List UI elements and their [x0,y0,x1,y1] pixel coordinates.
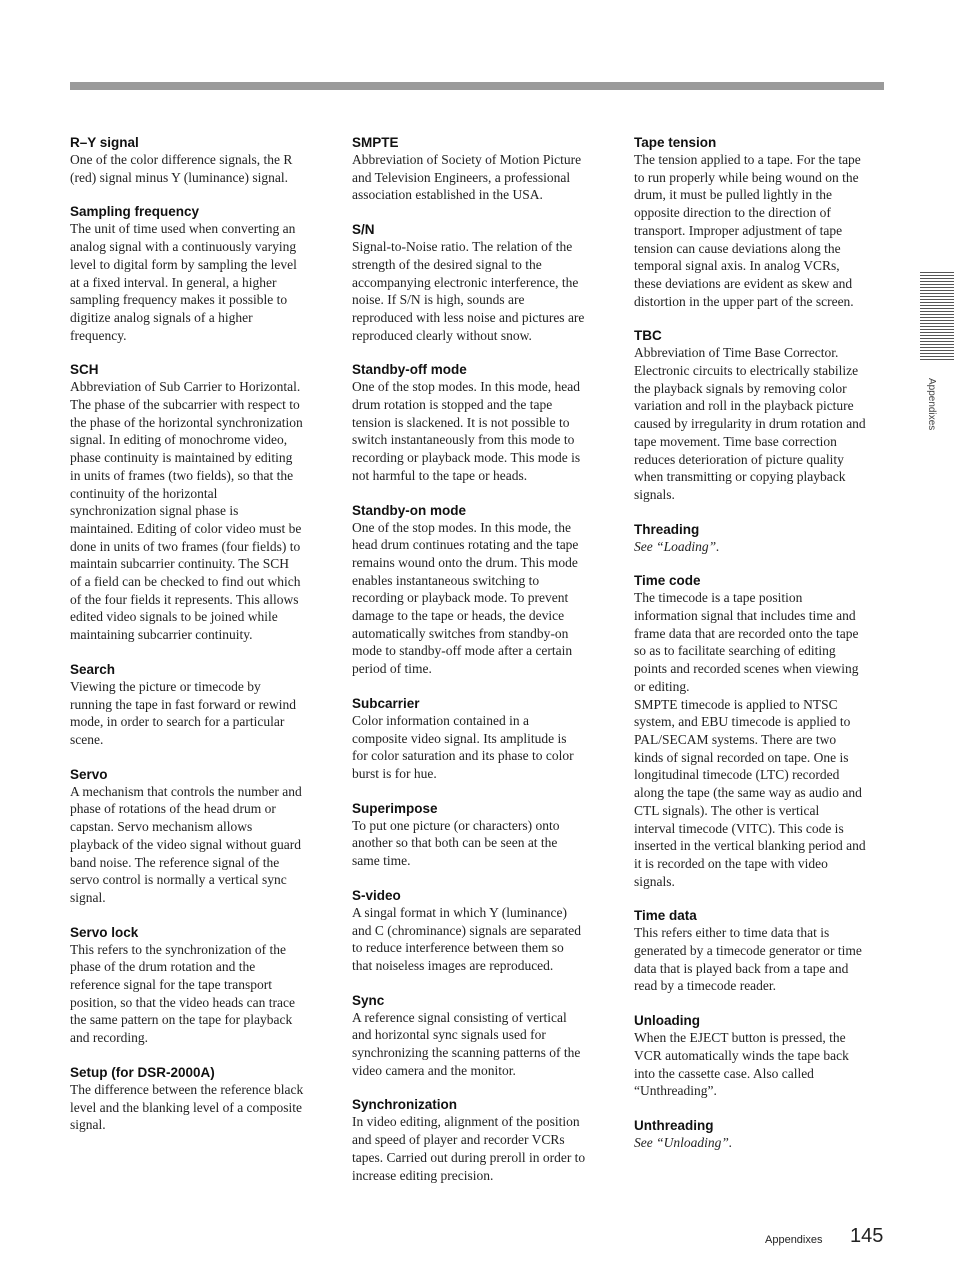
glossary-term: SMPTE [352,135,399,150]
glossary-term: SCH [70,362,99,378]
glossary-term: Setup (for DSR-2000A) [70,1064,215,1080]
glossary-entry [70,924,322,1047]
glossary-column-3 [634,134,886,1169]
glossary-entry [70,134,322,186]
glossary-term: Standby-on mode [352,502,466,518]
section-tab-label: Appendixes [926,378,937,431]
glossary-definition: One of the stop modes. In this mode, the head drum continues rotating and the tape remains wound onto the drum. This mode enables instantaneous switching to recording or playback mode. To prevent damage to the tape or heads, the device automatically switches from standby-on mode to standby-off mode after a certain period of time. [352,519,579,677]
glossary-entry [352,800,604,870]
glossary-definition: When the EJECT button is pressed, the VCR automatically winds the tape back into the cassette case. Also called “Unthreading”. [634,1030,849,1099]
glossary-definition: One of the color difference signals, the R (red) signal minus Y (luminance) signal. [70,152,293,185]
glossary-term: Sync [352,992,385,1008]
glossary-column-2 [352,134,604,1201]
glossary-definition: To put one picture (or characters) onto another so that both can be seen at the same time. [352,817,560,869]
footer-section-label: Appendixes [765,1234,823,1246]
glossary-entry [634,134,886,310]
glossary-entry [352,221,604,344]
glossary-definition: See “Unloading”. [634,1134,733,1150]
glossary-definition: A reference signal consisting of vertical and horizontal sync signals used for synchronizing the scanning patterns of the video camera and the monitor. [352,1009,581,1078]
glossary-entry [70,203,322,344]
glossary-entry [352,887,604,975]
glossary-entry [634,1012,886,1100]
glossary-definition: Color information contained in a composite video signal. Its amplitude is for color saturation and its phase to color burst is for hue. [352,712,574,781]
glossary-entry [634,907,886,995]
glossary-entry [634,1117,886,1152]
glossary-term: Tape tension [634,135,717,150]
section-tab-marker [920,272,954,362]
glossary-term: Servo lock [70,924,139,940]
glossary-definition: Signal-to-Noise ratio. The relation of the strength of the desired signal to the accompanying electronic interference, the noise. If S/N is high, sounds are reproduced with less noise and pictures are reproduced clearly without snow. [352,239,585,343]
glossary-entry [352,695,604,783]
glossary-entry [70,766,322,907]
glossary-term: R–Y signal [70,135,139,150]
glossary-definition: This refers to the synchronization of the phase of the drum rotation and the reference signal for the tape transport position, so that the video heads can trace the same pattern on the tape for playback and recording. [70,941,295,1046]
glossary-entry [634,521,886,556]
glossary-entry [634,572,886,890]
glossary-entry [352,502,604,678]
glossary-entry [352,992,604,1080]
glossary-definition: One of the stop modes. In this mode, head drum rotation is stopped and the tape tension is slackened. It is not possible to switch instantaneously from this mode to recording or playback mode. This mode is not harmful to the tape or heads. [352,379,581,483]
glossary-definition: The unit of time used when converting an analog signal with a continuously varying level to digital form by sampling the level at a fixed interval. In general, a higher sampling frequency makes it possible to digitize analog signals of a higher frequency. [70,221,297,343]
glossary-term: Time data [634,908,697,924]
glossary-definition: A singal format in which Y (luminance) and C (chrominance) signals are separated to reduce interference between them so that noiseless images are reproduced. [352,904,582,973]
glossary-term: Search [70,661,116,677]
glossary-term: Subcarrier [352,695,420,711]
glossary-definition: This refers either to time data that is generated by a timecode generator or time data that is played back from a tape and read by a timecode reader. [634,925,862,994]
glossary-definition: Abbreviation of Sub Carrier to Horizontal. The phase of the subcarrier with respect to the phase of the horizontal synchronization signal. In editing of monochrome video, phase continuity is maintained by editing in units of frames (two fields), so that the continuity of the horizontal synchronization signal phase is maintained. Editing of color video must be done in units of two frames (four fields) to maintain subcarrier continuity. The SCH of a field can be checked to find out which of the four fields it represents. This allows edited video signals to be joined while maintaining subcarrier continuity. [70,379,303,643]
glossary-entry [352,134,604,204]
glossary-term: Unloading [634,1013,700,1029]
glossary-term: Sampling frequency [70,204,200,220]
glossary-definition: A mechanism that controls the number and phase of rotations of the head drum or capstan. Servo mechanism allows playback of the video signal without guard band noise. The reference signal of the servo control is normally a vertical sync signal. [70,783,302,905]
glossary-term: Superimpose [352,800,438,816]
glossary-term: Unthreading [634,1117,714,1133]
glossary-term: Time code [634,573,701,589]
glossary-definition: The tension applied to a tape. For the tape to run properly while being wound on the drum, it must be pulled lightly in the opposite direction to the direction of transport. Improper adjustment of tape tension can cause deviations along the temporal signal axis. In analog VCRs, these deviations are evident as skew and distortion in the upper part of the screen. [634,152,861,309]
glossary-term: S-video [352,887,401,903]
glossary-term: TBC [634,328,662,344]
glossary-definition: In video editing, alignment of the position and speed of player and recorder VCRs tapes. Carried out during preroll in order to increase editing precision. [352,1114,586,1183]
glossary-definition: Abbreviation of Time Base Corrector. Electronic circuits to electrically stabilize the playback signals by removing color variation and roll in the playback picture caused by irregularity in drum rotation and tape movement. Time base correction reduces deterioration of picture quality when transmitting or copying playback signals. [634,345,866,502]
glossary-entry [634,327,886,503]
glossary-entry [70,1064,322,1134]
glossary-definition: Abbreviation of Society of Motion Picture and Television Engineers, a professional association established in the USA. [352,152,582,203]
glossary-entry [352,361,604,484]
glossary-term: Standby-off mode [352,362,467,378]
header-rule [70,82,884,90]
glossary-entry [352,1096,604,1184]
glossary-entry [70,661,322,749]
glossary-entry [70,361,322,644]
glossary-definition: Viewing the picture or timecode by running the tape in fast forward or rewind mode, in order to search for a particular scene. [70,678,297,747]
glossary-definition: The difference between the reference black level and the blanking level of a composite signal. [70,1081,304,1133]
glossary-term: Servo [70,766,108,782]
glossary-term: S/N [352,222,375,238]
glossary-term: Synchronization [352,1097,458,1113]
glossary-column-1 [70,134,322,1151]
glossary-definition: The timecode is a tape position information signal that includes time and frame data that are recorded onto the tape so as to facilitate searching of editing points and recorded scenes when viewing or editing. SMPTE timecode is applied to NTSC system, and EBU timecode is applied to PAL/SECAM systems. There are two kinds of signal recorded on tape. One is longitudinal timecode (LTC) recorded along the tape (the same way as audio and CTL signals). The other is vertical interval timecode (VITC). This code is inserted in the vertical blanking period and it is recorded on the tape with video signals. [634,590,866,889]
glossary-term: Threading [634,521,700,537]
glossary-definition: See “Loading”. [634,538,720,554]
page-number: 145 [850,1225,884,1247]
